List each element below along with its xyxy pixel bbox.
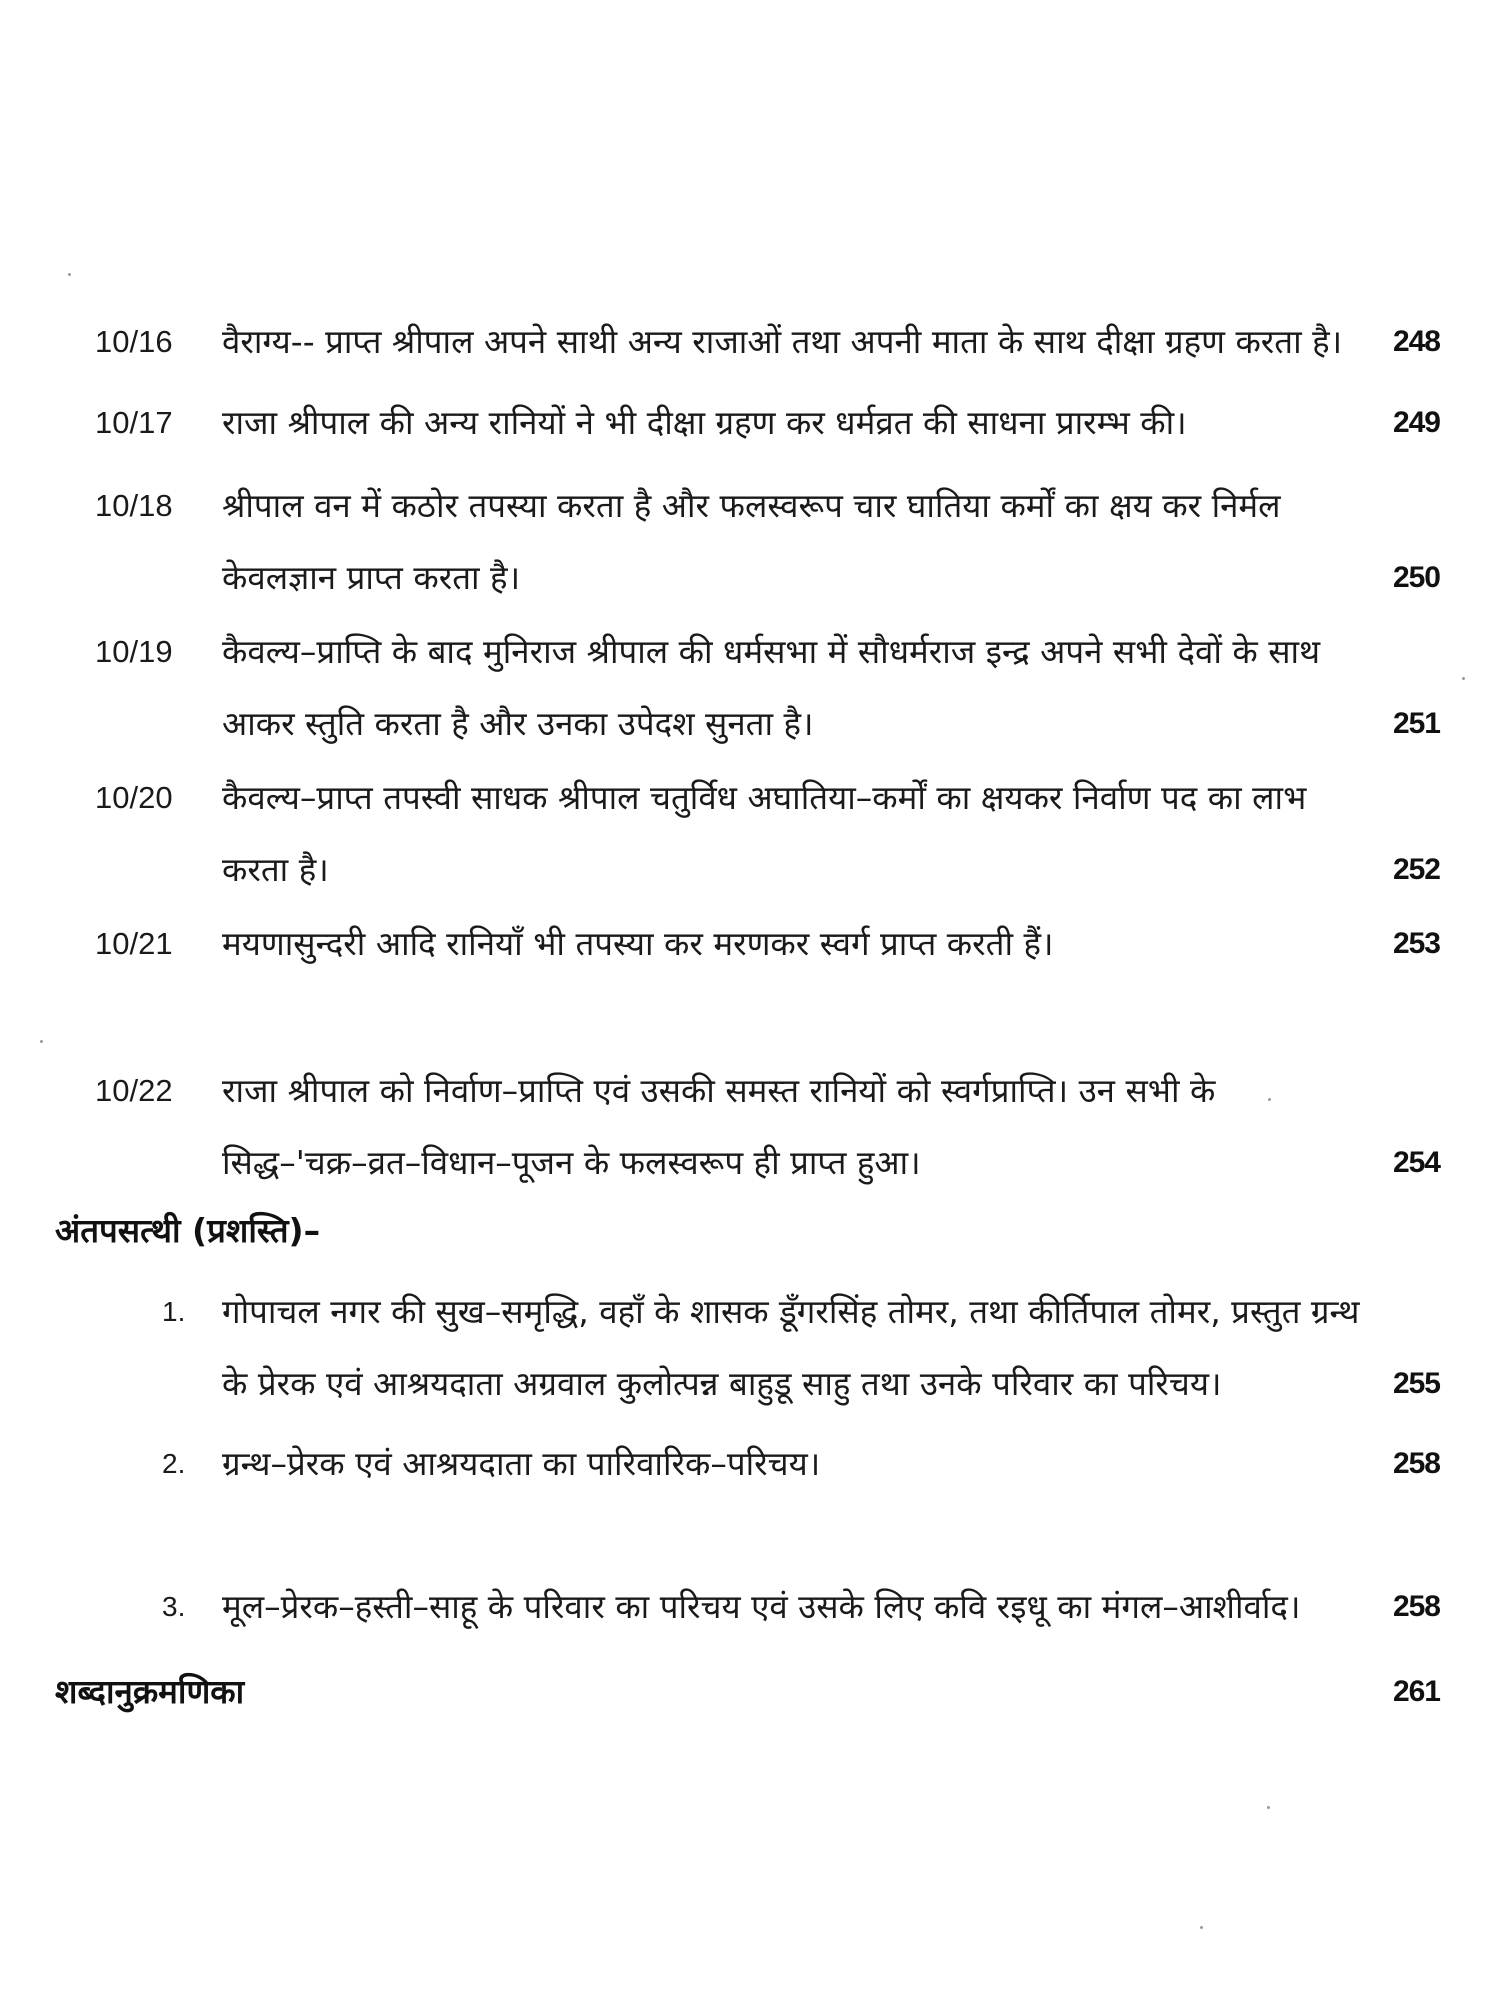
- entry-line: सिद्ध–'चक्र–व्रत–विधान–पूजन के फलस्वरूप ही प्राप्त हुआ।: [222, 1143, 921, 1182]
- entry-page-number: 250: [1392, 561, 1440, 594]
- index-page-number: 261: [1392, 1675, 1440, 1708]
- entry-text: [222, 762, 1342, 906]
- entry-text: [222, 387, 1342, 459]
- entry-line: ग्रन्थ–प्रेरक एवं आश्रयदाता का पारिवारिक–परिचय।: [222, 1444, 821, 1483]
- entry-number: 2.: [162, 1448, 186, 1479]
- entry-text: [222, 1571, 1342, 1643]
- entry-line: श्रीपाल वन में कठोर तपस्या करता है और फलस्वरूप चार घातिया कर्मों का क्षय कर निर्मल: [222, 486, 1281, 525]
- entry-number: 10/20: [95, 780, 173, 815]
- entry-number: 3.: [162, 1591, 186, 1622]
- scan-speck: [1267, 1806, 1270, 1809]
- entry-text: [222, 908, 1342, 980]
- entry-text: [222, 306, 1342, 378]
- entry-number: 1.: [162, 1296, 186, 1327]
- entry-page-number: 251: [1392, 707, 1440, 740]
- scan-speck: [1200, 1926, 1203, 1929]
- entry-number: 10/17: [95, 405, 173, 440]
- entry-line: केवलज्ञान प्राप्त करता है।: [222, 558, 521, 597]
- scan-speck: [1268, 1098, 1271, 1101]
- entry-page-number: 254: [1392, 1146, 1440, 1179]
- entry-number: 10/18: [95, 488, 173, 523]
- entry-line: कैवल्य–प्राप्ति के बाद मुनिराज श्रीपाल की धर्मसभा में सौधर्मराज इन्द्र अपने सभी देवों के साथ: [222, 632, 1321, 671]
- entry-line: मयणासुन्दरी आदि रानियाँ भी तपस्या कर मरणकर स्वर्ग प्राप्त करती हैं।: [222, 924, 1054, 963]
- entry-line: राजा श्रीपाल की अन्य रानियों ने भी दीक्षा ग्रहण कर धर्मव्रत की साधना प्रारम्भ की।: [222, 403, 1187, 442]
- entry-text: [222, 616, 1342, 760]
- scan-speck: [68, 273, 71, 276]
- entry-line: के प्रेरक एवं आश्रयदाता अग्रवाल कुलोत्पन्न बाहुडू साहु तथा उनके परिवार का परिचय।: [222, 1364, 1222, 1403]
- entry-page-number: 258: [1392, 1447, 1440, 1480]
- index-heading: शब्दानुक्रमणिका: [55, 1672, 245, 1711]
- entry-page-number: 249: [1392, 406, 1440, 439]
- section-heading: अंतपसत्थी (प्रशस्ति)–: [55, 1211, 321, 1250]
- entry-line: गोपाचल नगर की सुख–समृद्धि, वहाँ के शासक डूँगरसिंह तोमर, तथा कीर्तिपाल तोमर, प्रस्तुत ग्रन्थ: [222, 1292, 1360, 1331]
- entry-text: [222, 1276, 1360, 1420]
- entry-page-number: 248: [1392, 325, 1440, 358]
- scan-speck: [1462, 677, 1465, 680]
- entry-number: 10/19: [95, 634, 173, 669]
- entry-page-number: 258: [1392, 1590, 1440, 1623]
- entry-line: मूल–प्रेरक–हस्ती–साहू के परिवार का परिचय एवं उसके लिए कवि रइधू का मंगल–आशीर्वाद।: [222, 1587, 1301, 1626]
- entry-line: करता है।: [222, 850, 329, 889]
- entry-number: 10/21: [95, 926, 173, 961]
- entry-line: वैराग्य-- प्राप्त श्रीपाल अपने साथी अन्य राजाओं तथा अपनी माता के साथ दीक्षा ग्रहण करता है।: [222, 322, 1343, 361]
- entry-text: [222, 1428, 1342, 1500]
- scan-speck: [40, 1040, 43, 1043]
- entry-line: आकर स्तुति करता है और उनका उपेदश सुनता है।: [222, 704, 814, 743]
- entry-number: 10/16: [95, 324, 173, 359]
- entry-text: [222, 1055, 1342, 1199]
- entry-page-number: 253: [1392, 927, 1440, 960]
- entry-page-number: 252: [1392, 853, 1440, 886]
- entry-page-number: 255: [1392, 1367, 1440, 1400]
- entry-line: राजा श्रीपाल को निर्वाण–प्राप्ति एवं उसकी समस्त रानियों को स्वर्गप्राप्ति। उन सभी के: [222, 1071, 1216, 1110]
- entry-line: कैवल्य–प्राप्त तपस्वी साधक श्रीपाल चतुर्विध अघातिया–कर्मों का क्षयकर निर्वाण पद का लाभ: [222, 778, 1307, 817]
- entry-number: 10/22: [95, 1073, 173, 1108]
- entry-text: [222, 470, 1342, 614]
